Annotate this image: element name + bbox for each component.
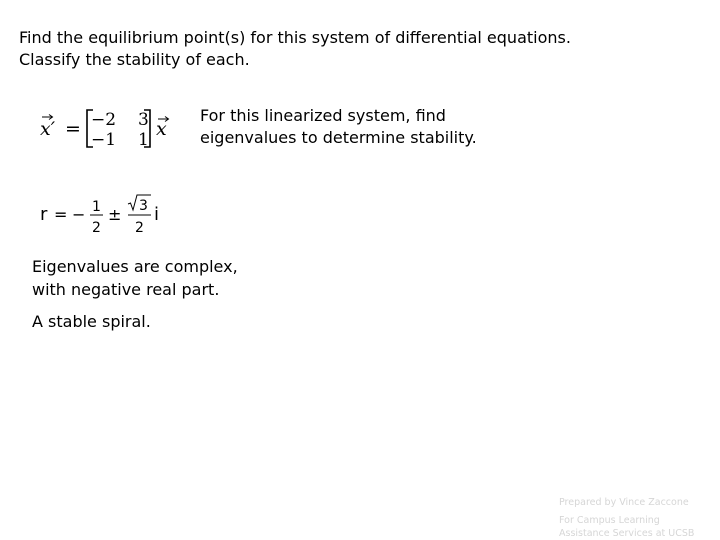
matrix-cell: −1	[91, 130, 117, 150]
eigen-equals: =	[54, 205, 68, 224]
conclusion-line-1: Eigenvalues are complex,	[32, 257, 238, 276]
matrix-cell: −2	[91, 110, 117, 130]
imaginary-unit: i	[154, 204, 160, 225]
conclusion-line-3: A stable spiral.	[32, 312, 151, 331]
eigen-variable: r	[40, 204, 48, 225]
matrix-cell: 3	[138, 110, 149, 130]
eigen-minus: −	[72, 205, 86, 224]
hint-line-1: For this linearized system, find	[200, 106, 446, 125]
plus-minus-sign: ±	[108, 205, 122, 224]
lhs-vector: x′	[40, 118, 56, 140]
real-denominator: 2	[92, 220, 101, 236]
eigenvalue-expression	[40, 192, 175, 236]
matrix-equation	[40, 104, 180, 152]
hint-line-2: eigenvalues to determine stability.	[200, 128, 477, 147]
question-line-2: Classify the stability of each.	[19, 50, 250, 69]
imag-denominator: 2	[135, 220, 144, 236]
credit-line-3: Assistance Services at UCSB	[559, 528, 695, 539]
credit-line-1: Prepared by Vince Zaccone	[559, 497, 689, 508]
question-line-1: Find the equilibrium point(s) for this system of differential equations.	[19, 28, 571, 47]
matrix-cell: 1	[138, 130, 149, 150]
sqrt-argument: 3	[139, 198, 148, 214]
rhs-vector: x	[156, 118, 167, 140]
conclusion-line-2: with negative real part.	[32, 280, 220, 299]
equals-sign: =	[65, 118, 81, 140]
real-numerator: 1	[92, 199, 101, 215]
credit-line-2: For Campus Learning	[559, 515, 660, 526]
